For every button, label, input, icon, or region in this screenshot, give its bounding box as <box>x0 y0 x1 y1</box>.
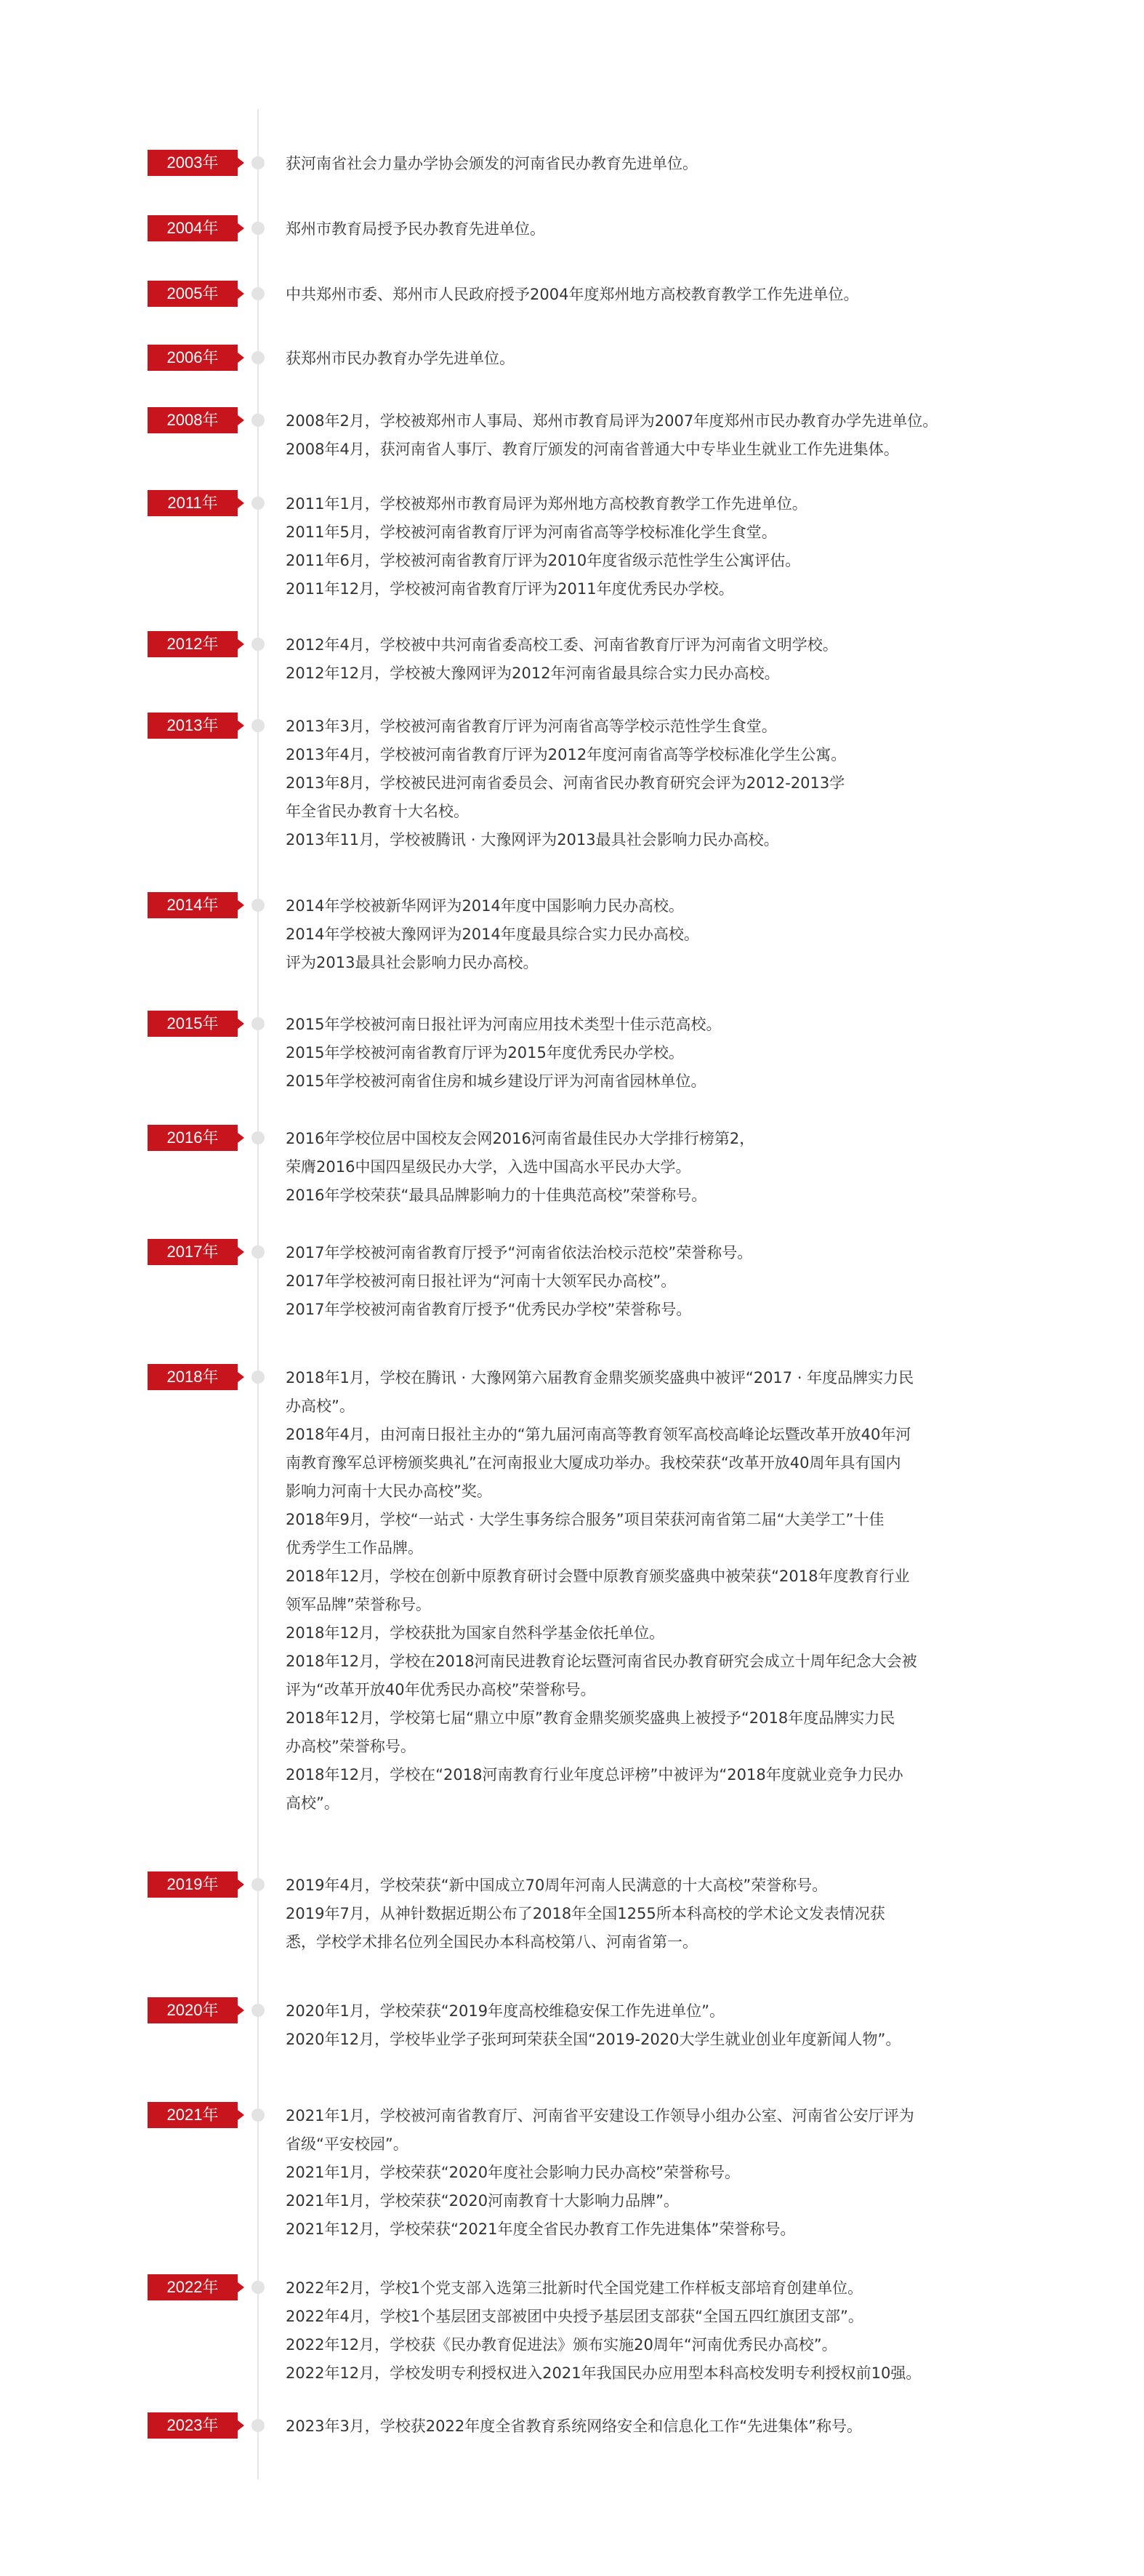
event-text: 2023年3月，学校获2022年度全省教育系统网络安全和信息化工作“先进集体”称号。 <box>286 2417 863 2435</box>
timeline-dot <box>251 1245 265 1259</box>
timeline-axis-line <box>257 109 259 2479</box>
event-text: 领军品牌”荣誉称号。 <box>286 1596 431 1613</box>
event-text: 2013年4月，学校被河南省教育厅评为2012年度河南省高等学校标准化学生公寓。 <box>286 746 847 763</box>
event-text: 2021年1月，学校荣获“2020河南教育十大影响力品牌”。 <box>286 2192 680 2210</box>
event-text: 2011年1月，学校被郑州市教育局评为郑州地方高校教育教学工作先进单位。 <box>286 495 807 513</box>
event-text: 2011年5月，学校被河南省教育厅评为河南省高等学校标准化学生食堂。 <box>286 523 777 541</box>
year-tag: 2016年 <box>148 1125 238 1151</box>
event-text: 评为2013最具社会影响力民办高校。 <box>286 954 539 971</box>
event-list <box>286 892 1012 977</box>
year-tag: 2019年 <box>148 1871 238 1898</box>
event-text: 2020年12月，学校毕业学子张珂珂荣获全国“2019-2020大学生就业创业年度新闻人物”。 <box>286 2031 901 2048</box>
event-list <box>286 713 1012 854</box>
event-text: 2015年学校被河南省教育厅评为2015年度优秀民办学校。 <box>286 1044 684 1062</box>
year-tag: 2005年 <box>148 281 238 307</box>
event-text: 2011年6月，学校被河南省教育厅评为2010年度省级示范性学生公寓评估。 <box>286 552 801 569</box>
year-tag: 2020年 <box>148 1997 238 2023</box>
event-text: 2019年7月，从神针数据近期公布了2018年全国1255所本科高校的学术论文发表情况获 <box>286 1905 885 1922</box>
year-tag: 2018年 <box>148 1364 238 1390</box>
timeline-dot <box>251 1371 265 1384</box>
event-text: 2017年学校被河南省教育厅授予“河南省依法治校示范校”荣誉称号。 <box>286 1244 753 1261</box>
event-list <box>286 1011 1012 1096</box>
timeline-dot <box>251 222 265 235</box>
timeline-dot <box>251 351 265 364</box>
event-text: 获河南省社会力量办学协会颁发的河南省民办教育先进单位。 <box>286 155 698 172</box>
event-text: 2018年12月，学校在创新中原教育研讨会暨中原教育颁奖盛典中被荣获“2018年度教育行业 <box>286 1568 910 1585</box>
year-tag: 2003年 <box>148 150 238 176</box>
timeline-dot <box>251 2108 265 2122</box>
event-text: 2018年9月，学校“一站式 · 大学生事务综合服务”项目荣获河南省第二届“大美学工”十佳 <box>286 1511 885 1528</box>
event-text: 南教育豫军总评榜颁奖典礼”在河南报业大厦成功举办。我校荣获“改革开放40周年具有国内 <box>286 1454 901 1472</box>
timeline-dot <box>251 414 265 427</box>
event-list <box>286 215 1012 244</box>
event-text: 2021年1月，学校被河南省教育厅、河南省平安建设工作领导小组办公室、河南省公安厅评为 <box>286 2107 914 2124</box>
timeline-dot <box>251 1017 265 1030</box>
event-list <box>286 2274 1012 2388</box>
event-text: 2017年学校被河南日报社评为“河南十大领军民办高校”。 <box>286 1272 677 1290</box>
event-list <box>286 2102 1012 2244</box>
event-text: 悉，学校学术排名位列全国民办本科高校第八、河南省第一。 <box>286 1933 698 1951</box>
year-tag: 2006年 <box>148 345 238 371</box>
event-text: 2022年4月，学校1个基层团支部被团中央授予基层团支部获“全国五四红旗团支部”。 <box>286 2308 863 2325</box>
event-text: 2016年学校位居中国校友会网2016河南省最佳民办大学排行榜第2， <box>286 1130 755 1147</box>
event-list <box>286 1871 1012 1957</box>
year-tag: 2012年 <box>148 631 238 657</box>
event-text: 2013年11月，学校被腾讯 · 大豫网评为2013最具社会影响力民办高校。 <box>286 831 779 848</box>
year-tag: 2015年 <box>148 1011 238 1037</box>
timeline-dot <box>251 2004 265 2017</box>
event-list <box>286 150 1012 178</box>
event-text: 2018年12月，学校第七届“鼎立中原”教育金鼎奖颁奖盛典上被授予“2018年度品牌实力民 <box>286 1709 895 1727</box>
timeline-dot <box>251 1878 265 1891</box>
event-text: 年全省民办教育十大名校。 <box>286 803 469 820</box>
year-tag: 2021年 <box>148 2102 238 2128</box>
event-text: 2008年2月，学校被郑州市人事局、郑州市教育局评为2007年度郑州市民办教育办学先进单位。 <box>286 412 938 430</box>
event-list <box>286 407 1012 464</box>
timeline-dot <box>251 1131 265 1144</box>
event-text: 中共郑州市委、郑州市人民政府授予2004年度郑州地方高校教育教学工作先进单位。 <box>286 286 859 303</box>
event-text: 2017年学校被河南省教育厅授予“优秀民办学校”荣誉称号。 <box>286 1301 692 1318</box>
event-list <box>286 2412 1012 2441</box>
event-text: 2013年3月，学校被河南省教育厅评为河南省高等学校示范性学生食堂。 <box>286 718 777 735</box>
timeline-dot <box>251 2419 265 2432</box>
event-list <box>286 631 1012 688</box>
event-text: 2022年2月，学校1个党支部入选第三批新时代全国党建工作样板支部培育创建单位。 <box>286 2279 863 2297</box>
event-text: 2018年12月，学校在2018河南民进教育论坛暨河南省民办教育研究会成立十周年纪念大会被 <box>286 1653 917 1670</box>
event-text: 2011年12月，学校被河南省教育厅评为2011年度优秀民办学校。 <box>286 580 734 598</box>
event-text: 2012年4月，学校被中共河南省委高校工委、河南省教育厅评为河南省文明学校。 <box>286 636 838 654</box>
year-tag: 2023年 <box>148 2412 238 2439</box>
event-text: 影响力河南十大民办高校”奖。 <box>286 1482 492 1500</box>
timeline-dot <box>251 899 265 912</box>
event-text: 2018年12月，学校在“2018河南教育行业年度总评榜”中被评为“2018年度就业竞争力民办 <box>286 1766 903 1783</box>
event-text: 2021年12月，学校荣获“2021年度全省民办教育工作先进集体”荣誉称号。 <box>286 2220 796 2238</box>
event-text: 2014年学校被大豫网评为2014年度最具综合实力民办高校。 <box>286 926 699 943</box>
event-text: 办高校”。 <box>286 1397 355 1415</box>
event-list <box>286 345 1012 373</box>
event-text: 2018年1月，学校在腾讯 · 大豫网第六届教育金鼎奖颁奖盛典中被评“2017 · 年度品牌实力民 <box>286 1369 914 1387</box>
event-text: 省级“平安校园”。 <box>286 2135 408 2153</box>
year-tag: 2014年 <box>148 892 238 918</box>
event-text: 办高校”荣誉称号。 <box>286 1738 416 1755</box>
event-list <box>286 1997 1012 2054</box>
year-tag: 2008年 <box>148 407 238 433</box>
event-text: 2018年4月，由河南日报社主办的“第九届河南高等教育领军高校高峰论坛暨改革开放40年河 <box>286 1426 911 1443</box>
event-text: 2015年学校被河南省住房和城乡建设厅评为河南省园林单位。 <box>286 1072 706 1090</box>
year-tag: 2022年 <box>148 2274 238 2300</box>
event-text: 2018年12月，学校获批为国家自然科学基金依托单位。 <box>286 1624 665 1642</box>
event-text: 评为“改革开放40年优秀民办高校”荣誉称号。 <box>286 1681 596 1698</box>
event-list <box>286 1239 1012 1324</box>
year-tag: 2011年 <box>148 490 238 516</box>
timeline-dot <box>251 638 265 651</box>
event-text: 2015年学校被河南日报社评为河南应用技术类型十佳示范高校。 <box>286 1016 722 1033</box>
event-text: 2013年8月，学校被民进河南省委员会、河南省民办教育研究会评为2012-2013学 <box>286 774 845 792</box>
event-list <box>286 281 1012 309</box>
year-tag: 2017年 <box>148 1239 238 1265</box>
timeline-dot <box>251 497 265 510</box>
event-list <box>286 1364 1012 1818</box>
event-list <box>286 1125 1012 1210</box>
timeline-dot <box>251 287 265 300</box>
event-list <box>286 490 1012 603</box>
year-tag: 2004年 <box>148 215 238 241</box>
event-text: 高校”。 <box>286 1794 339 1812</box>
timeline-dot <box>251 719 265 732</box>
event-text: 荣膺2016中国四星级民办大学，入选中国高水平民办大学。 <box>286 1158 691 1176</box>
timeline-dot <box>251 2281 265 2294</box>
event-text: 2019年4月，学校荣获“新中国成立70周年河南人民满意的十大高校”荣誉称号。 <box>286 1877 828 1894</box>
timeline-dot <box>251 156 265 169</box>
event-text: 2021年1月，学校荣获“2020年度社会影响力民办高校”荣誉称号。 <box>286 2164 741 2181</box>
event-text: 2022年12月，学校获《民办教育促进法》颁布实施20周年“河南优秀民办高校”。 <box>286 2336 837 2354</box>
event-text: 2022年12月，学校发明专利授权进入2021年我国民办应用型本科高校发明专利授权前10强。 <box>286 2364 922 2382</box>
event-text: 2016年学校荣获“最具品牌影响力的十佳典范高校”荣誉称号。 <box>286 1187 707 1204</box>
event-text: 2020年1月，学校荣获“2019年度高校维稳安保工作先进单位”。 <box>286 2002 725 2020</box>
event-text: 郑州市教育局授予民办教育先进单位。 <box>286 220 545 238</box>
event-text: 优秀学生工作品牌。 <box>286 1539 423 1557</box>
event-text: 2008年4月，获河南省人事厅、教育厅颁发的河南省普通大中专毕业生就业工作先进集体。 <box>286 441 899 458</box>
event-text: 获郑州市民办教育办学先进单位。 <box>286 350 515 367</box>
event-text: 2014年学校被新华网评为2014年度中国影响力民办高校。 <box>286 897 684 915</box>
event-text: 2012年12月，学校被大豫网评为2012年河南省最具综合实力民办高校。 <box>286 665 780 682</box>
year-tag: 2013年 <box>148 713 238 739</box>
